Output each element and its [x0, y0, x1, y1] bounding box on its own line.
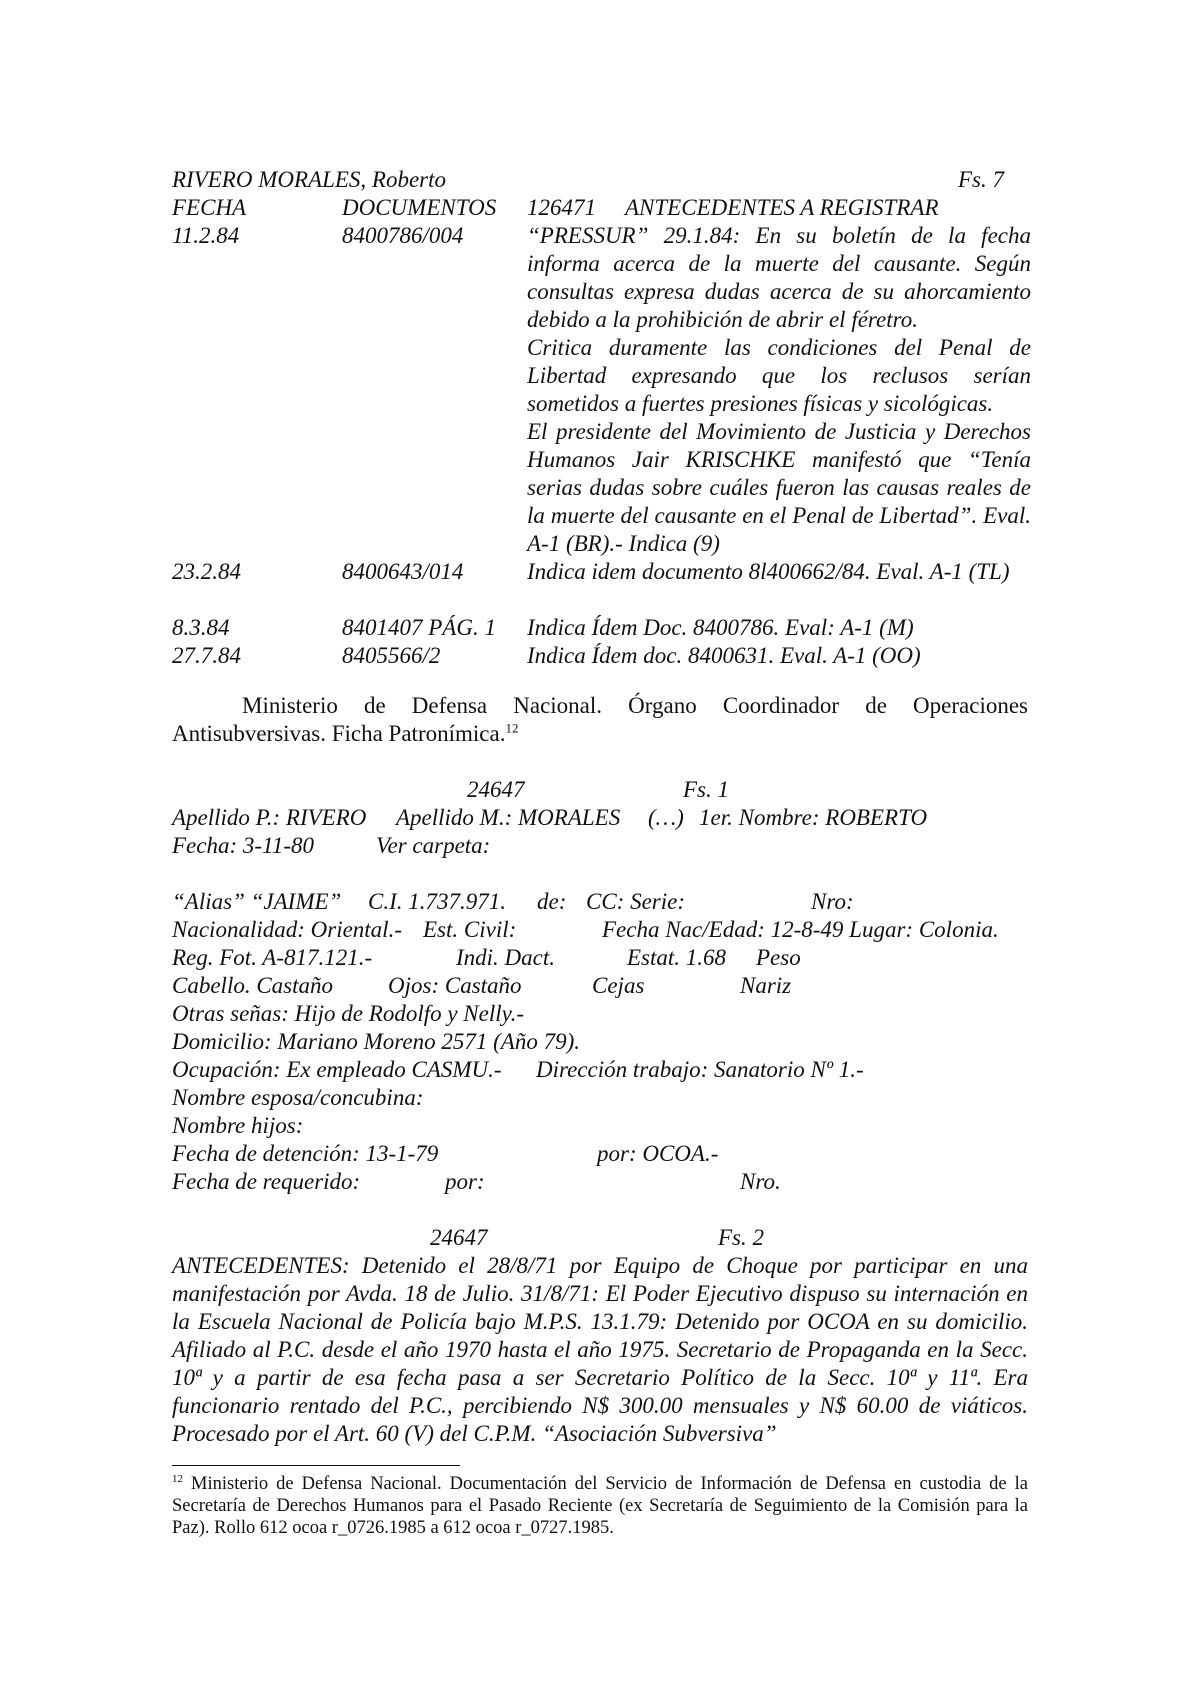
- footnote-text: Ministerio de Defensa Nacional. Documentación del Servicio de Información de Defensa en custodia de la Secretaría de Derechos Humanos para el Pasado Reciente (ex Secretaría de Seguimiento de la Comisión para la Paz). Rollo 612 ocoa r_0726.1985 a 612 ocoa r_0727.1985.: [172, 1474, 1028, 1538]
- entry-document: 8401407 PÁG. 1: [342, 615, 496, 640]
- direccion-trabajo: Dirección trabajo: Sanatorio Nº 1.-: [536, 1057, 864, 1082]
- entry-antecedent: [527, 558, 1031, 586]
- antecedent-paragraph: “PRESSUR” 29.1.84: En su boletín de la fecha informa acerca de la muerte del causante. Según consultas expresa dudas acerca de su ahorcamiento debido a la prohibición de abrir el féretro.: [527, 223, 1031, 332]
- ficha-number: 24647: [467, 777, 525, 802]
- ficha-folio: Fs. 2: [718, 1225, 764, 1250]
- fecha-nacimiento: Fecha Nac/Edad: 12-8-49 Lugar: Colonia.: [602, 917, 999, 942]
- cc-nro: Nro:: [811, 889, 854, 914]
- entry-document: 8400643/014: [342, 559, 464, 584]
- ficha-number: 24647: [430, 1225, 488, 1250]
- ocupacion: Ocupación: Ex empleado CASMU.-: [172, 1057, 502, 1082]
- cabello: Cabello. Castaño: [172, 973, 334, 998]
- nombre-esposa: Nombre esposa/concubina:: [172, 1085, 424, 1110]
- column-header-fecha: FECHA: [172, 195, 247, 220]
- fecha-requerido: Fecha de requerido:: [172, 1169, 361, 1194]
- entry-antecedent: [527, 222, 1031, 558]
- otras-senas: Otras señas: Hijo de Rodolfo y Nelly.-: [172, 1001, 524, 1026]
- fecha-detencion: Fecha de detención: 13-1-79: [172, 1141, 439, 1166]
- entry-document: 8405566/2: [342, 643, 441, 668]
- antecedentes-paragraph: ANTECEDENTES: Detenido el 28/8/71 por Equipo de Choque por participar en una manifestación por Avda. 18 de Julio. 31/8/71: El Poder Ejecutivo dispuso su internación en la Escuela Nacional de Policía bajo M.P.S. 13.1.79: Detenido por OCOA en su domicilio. Afiliado al P.C. desde el año 1970 hasta el año 1975. Secretario de Propaganda en la Secc. 10ª y a partir de esa fecha pasa a ser Secretario Político de la Secc. 10ª y 11ª. Era funcionario rentado del P.C., percibiendo N$ 300.00 mensuales y N$ 60.00 de viáticos. Procesado por el Art. 60 (V) del C.P.M. “Asociación Subversiva”: [172, 1253, 1028, 1446]
- entry-date: 11.2.84: [172, 223, 240, 248]
- footnote: [172, 1473, 1028, 1539]
- source-text: Ministerio de Defensa Nacional. Órgano Coordinador de Operaciones Antisubversivas. Ficha Patronímica.: [172, 693, 1028, 746]
- ver-carpeta: Ver carpeta:: [376, 833, 491, 858]
- requerido-por: por:: [445, 1169, 485, 1194]
- entry-antecedent: Indica Ídem Doc. 8400786. Eval: A-1 (M): [527, 615, 914, 640]
- column-header-number: 126471: [527, 195, 596, 220]
- record-name: RIVERO MORALES, Roberto: [172, 167, 447, 192]
- footnote-reference: 12: [505, 720, 519, 736]
- footnote-divider: [172, 1465, 460, 1466]
- footnote-number: 12: [172, 1472, 183, 1485]
- nacionalidad: Nacionalidad: Oriental.-: [172, 917, 402, 942]
- detencion-por: por: OCOA.-: [597, 1141, 719, 1166]
- ficha-folio: Fs. 1: [683, 777, 729, 802]
- antecedent-paragraph: Indica idem documento 8l400662/84. Eval. A-1 (TL): [527, 559, 1010, 584]
- entry-date: 8.3.84: [172, 615, 230, 640]
- ojos: Ojos: Castaño: [388, 973, 522, 998]
- indice-dactilar: Indi. Dact.: [456, 945, 556, 970]
- entry-document: 8400786/004: [342, 223, 464, 248]
- peso: Peso: [756, 945, 801, 970]
- folio-number: Fs. 7: [958, 167, 1004, 192]
- apellido-materno: Apellido M.: MORALES: [396, 805, 621, 830]
- nombre-hijos: Nombre hijos:: [172, 1113, 304, 1138]
- estatura: Estat. 1.68: [627, 945, 727, 970]
- registro-fotografico: Reg. Fot. A-817.121.-: [172, 945, 373, 970]
- antecedent-paragraph: Critica duramente las condiciones del Penal de Libertad expresando que los reclusos serían sometidos a fuertes presiones físicas y sicológicas.: [527, 335, 1031, 416]
- entry-date: 23.2.84: [172, 559, 241, 584]
- apellido-paterno: Apellido P.: RIVERO: [172, 805, 367, 830]
- source-paragraph: [172, 692, 1028, 748]
- entry-date: 27.7.84: [172, 643, 241, 668]
- ellipsis: (…): [648, 805, 684, 830]
- primer-nombre: 1er. Nombre: ROBERTO: [699, 805, 928, 830]
- cejas: Cejas: [592, 973, 645, 998]
- cedula: C.I. 1.737.971.: [368, 889, 506, 914]
- column-header-antecedentes: ANTECEDENTES A REGISTRAR: [625, 195, 939, 220]
- alias: “Alias” “JAIME”: [172, 889, 342, 914]
- cedula-de: de:: [537, 889, 567, 914]
- column-header-documentos: DOCUMENTOS: [342, 195, 497, 220]
- entry-antecedent: Indica Ídem doc. 8400631. Eval. A-1 (OO): [527, 643, 921, 668]
- ficha-fecha: Fecha: 3-11-80: [172, 833, 314, 858]
- domicilio: Domicilio: Mariano Moreno 2571 (Año 79).: [172, 1029, 580, 1054]
- requerido-nro: Nro.: [740, 1169, 781, 1194]
- estado-civil: Est. Civil:: [423, 917, 517, 942]
- nariz: Nariz: [740, 973, 792, 998]
- antecedent-paragraph: El presidente del Movimiento de Justicia y Derechos Humanos Jair KRISCHKE manifestó que “Tenía serias dudas sobre cuáles fueron las causas reales de la muerte del causante en el Penal de Libertad”. Eval. A-1 (BR).- Indica (9): [527, 419, 1031, 556]
- cc-serie: CC: Serie:: [586, 889, 686, 914]
